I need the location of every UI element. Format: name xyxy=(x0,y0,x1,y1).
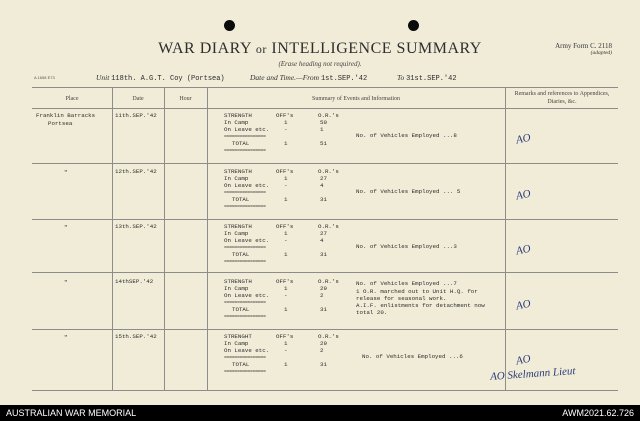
unit-label: Unit xyxy=(96,73,110,82)
offs-header: OFF's xyxy=(276,278,294,285)
officer-initials: AO xyxy=(514,352,532,368)
ors-header: O.R.'s xyxy=(318,112,339,119)
date-label: Date and Time.—From xyxy=(250,73,320,82)
footer-reference: AWM2021.62.726 xyxy=(562,408,634,418)
in-camp-ors: 29 xyxy=(320,285,327,292)
total-offs: 1 xyxy=(284,251,288,258)
title-intelligence-summary: INTELLIGENCE SUMMARY xyxy=(271,40,482,57)
total-ors: 31 xyxy=(320,361,327,368)
entry-date: 12th.SEP.'42 xyxy=(115,168,157,175)
col-header-remarks: Remarks and references to Appendices, Diaries, &c. xyxy=(514,91,610,105)
subtitle: (Erase heading not required). xyxy=(278,60,362,68)
total-label: TOTAL xyxy=(232,251,250,258)
officer-initials: AO xyxy=(514,297,532,313)
sum-rule: ================ xyxy=(224,245,266,251)
table-bottom-rule xyxy=(32,390,618,391)
on-leave-offs: - xyxy=(284,182,288,189)
sum-rule: ================ xyxy=(224,355,266,361)
entry-place: " xyxy=(64,169,68,176)
total-offs: 1 xyxy=(284,306,288,313)
col-header-place: Place xyxy=(65,96,79,102)
strength-label: STRENGTH xyxy=(224,278,252,285)
in-camp-label: In Camp xyxy=(224,285,249,292)
on-leave-label: On Leave etc. xyxy=(224,126,270,133)
on-leave-ors: 4 xyxy=(320,237,324,244)
total-rule: ================ xyxy=(224,148,266,154)
in-camp-offs: 1 xyxy=(284,175,288,182)
punch-hole-left xyxy=(224,20,235,31)
ors-header: O.R.'s xyxy=(318,223,339,230)
entry-place-line2: Portsea xyxy=(48,120,73,127)
unit-value: 118th. A.G.T. Coy (Portsea) xyxy=(111,75,225,83)
col-header-hour: Hour xyxy=(179,96,192,102)
vehicles-employed: No. of Vehicles Employed ...8 xyxy=(356,132,457,139)
table-header-rule xyxy=(32,108,618,109)
strength-label: STRENGTH xyxy=(224,223,252,230)
on-leave-offs: - xyxy=(284,292,288,299)
total-ors: 31 xyxy=(320,196,327,203)
offs-header: OFF's xyxy=(276,223,294,230)
vehicles-employed: No. of Vehicles Employed ...7 xyxy=(356,280,457,287)
on-leave-offs: - xyxy=(284,347,288,354)
in-camp-ors: 27 xyxy=(320,175,327,182)
on-leave-label: On Leave etc. xyxy=(224,182,270,189)
entry-place: Franklin Barracks xyxy=(36,112,96,119)
strength-label: STRENGHT xyxy=(224,333,252,340)
strength-label: STRENGTH xyxy=(224,112,252,119)
entry-date: 13th.SEP.'42 xyxy=(115,223,157,230)
sum-rule: ================ xyxy=(224,190,266,196)
on-leave-ors: 2 xyxy=(320,347,324,354)
total-ors: 31 xyxy=(320,251,327,258)
form-adapted: (adapted) xyxy=(590,50,612,56)
total-ors: 31 xyxy=(320,306,327,313)
row-rule-2 xyxy=(32,219,618,220)
army-form-label xyxy=(555,42,612,56)
print-code: A 1658 E73 xyxy=(34,75,55,80)
entry-place: " xyxy=(64,279,68,286)
total-offs: 1 xyxy=(284,361,288,368)
in-camp-offs: 1 xyxy=(284,340,288,347)
footer-archive-name: AUSTRALIAN WAR MEMORIAL xyxy=(6,408,137,418)
in-camp-offs: 1 xyxy=(284,230,288,237)
sum-rule: ================ xyxy=(224,134,266,140)
in-camp-ors: 27 xyxy=(320,230,327,237)
on-leave-ors: 4 xyxy=(320,182,324,189)
punch-hole-right xyxy=(408,20,419,31)
in-camp-ors: 50 xyxy=(320,119,327,126)
date-from: 1st.SEP.'42 xyxy=(320,75,368,83)
remark-note: release for seasonal work. xyxy=(356,295,447,302)
offs-header: OFF's xyxy=(276,333,294,340)
on-leave-label: On Leave etc. xyxy=(224,292,270,299)
vehicles-employed: No. of Vehicles Employed ... 5 xyxy=(356,188,461,195)
ors-header: O.R.'s xyxy=(318,278,339,285)
unit-field xyxy=(96,73,225,83)
remark-note: 1 O.R. marched out to Unit H.Q. for xyxy=(356,288,478,295)
entry-date: 11th.SEP.'42 xyxy=(115,112,157,119)
total-label: TOTAL xyxy=(232,361,250,368)
in-camp-offs: 1 xyxy=(284,119,288,126)
officer-signature: AO Skelmann Lieut xyxy=(489,365,576,383)
remark-note: A.I.F. enlistments for detachment now xyxy=(356,302,485,309)
sum-rule: ================ xyxy=(224,300,266,306)
col-divider-3 xyxy=(207,87,208,390)
in-camp-label: In Camp xyxy=(224,230,249,237)
col-header-summary: Summary of Events and Information xyxy=(312,96,400,102)
ors-header: O.R.'s xyxy=(318,333,339,340)
in-camp-offs: 1 xyxy=(284,285,288,292)
total-label: TOTAL xyxy=(232,306,250,313)
row-rule-4 xyxy=(32,329,618,330)
in-camp-label: In Camp xyxy=(224,175,249,182)
in-camp-ors: 29 xyxy=(320,340,327,347)
total-offs: 1 xyxy=(284,140,288,147)
vehicles-employed: No. of Vehicles Employed ...3 xyxy=(356,243,457,250)
officer-initials: AO xyxy=(514,242,532,258)
on-leave-offs: - xyxy=(284,126,288,133)
entry-date: 14thSEP.'42 xyxy=(115,278,154,285)
strength-label: STRENGTH xyxy=(224,168,252,175)
in-camp-label: In Camp xyxy=(224,119,249,126)
col-divider-4 xyxy=(505,87,506,390)
total-rule: ================ xyxy=(224,369,266,375)
on-leave-ors: 2 xyxy=(320,292,324,299)
in-camp-label: In Camp xyxy=(224,340,249,347)
on-leave-ors: 1 xyxy=(320,126,324,133)
row-rule-1 xyxy=(32,163,618,164)
col-header-date: Date xyxy=(132,96,144,102)
total-rule: ================ xyxy=(224,204,266,210)
total-rule: ================ xyxy=(224,259,266,265)
entry-place: " xyxy=(64,334,68,341)
total-ors: 51 xyxy=(320,140,327,147)
date-to-field xyxy=(397,73,457,83)
date-to-label: To xyxy=(397,73,405,82)
date-to: 31st.SEP.'42 xyxy=(406,75,457,83)
total-label: TOTAL xyxy=(232,196,250,203)
remark-note: total 20. xyxy=(356,309,388,316)
total-rule: ================ xyxy=(224,314,266,320)
on-leave-offs: - xyxy=(284,237,288,244)
date-range-field xyxy=(250,73,367,83)
row-rule-3 xyxy=(32,272,618,273)
total-offs: 1 xyxy=(284,196,288,203)
form-number: Army Form C. 2118 xyxy=(555,42,612,50)
offs-header: OFF's xyxy=(276,168,294,175)
on-leave-label: On Leave etc. xyxy=(224,237,270,244)
page-title xyxy=(0,40,640,58)
col-divider-1 xyxy=(112,87,113,390)
officer-initials: AO xyxy=(514,187,532,203)
offs-header: OFF's xyxy=(276,112,294,119)
officer-initials: AO xyxy=(514,131,532,147)
title-war-diary: WAR DIARY xyxy=(158,40,252,57)
ors-header: O.R.'s xyxy=(318,168,339,175)
table-top-rule xyxy=(32,87,618,88)
entry-place: " xyxy=(64,224,68,231)
title-or: or xyxy=(255,42,267,56)
total-label: TOTAL xyxy=(232,140,250,147)
col-divider-2 xyxy=(164,87,165,390)
on-leave-label: On Leave etc. xyxy=(224,347,270,354)
entry-date: 15th.SEP.'42 xyxy=(115,333,157,340)
vehicles-employed: No. of Vehicles Employed ...6 xyxy=(362,353,463,360)
